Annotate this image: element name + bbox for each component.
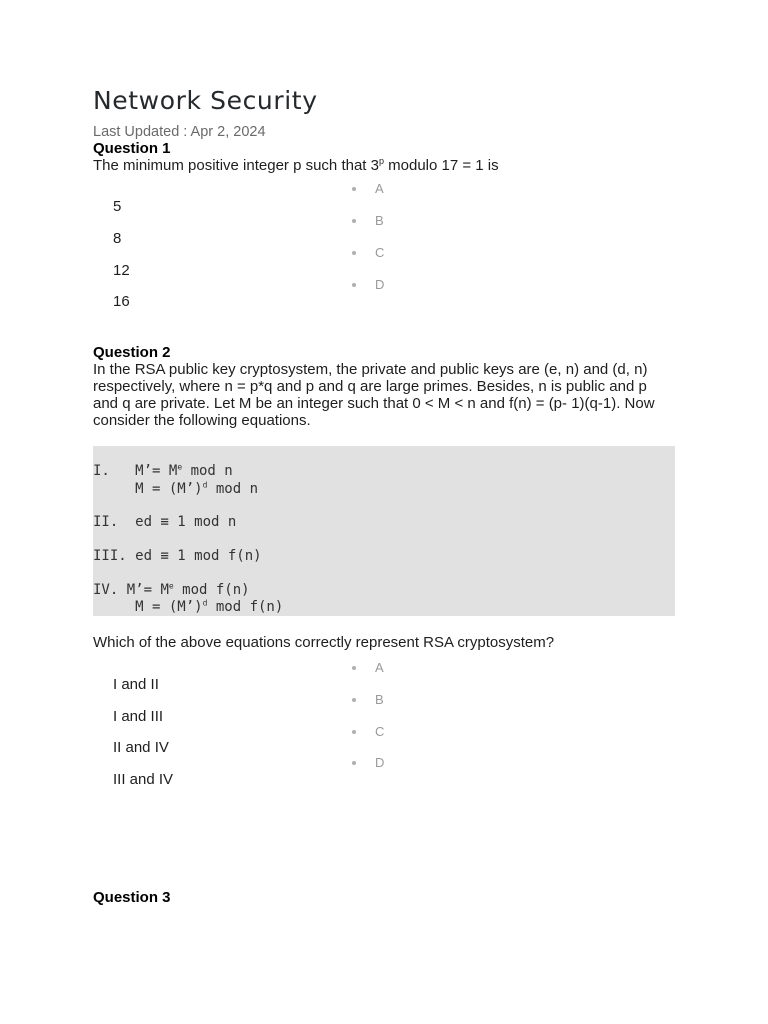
question-1-choice-a[interactable]: A (352, 181, 384, 196)
question-2-option-b[interactable]: I and III (113, 708, 164, 725)
bullet-icon (352, 698, 356, 702)
question-2-text: In the RSA public key cryptosystem, the private and public keys are (e, n) and (d, n) respectively, where n = p*q and p and q are large primes. Besides, n is public and p and q are private. Let M be an integer such that 0 < M < n and f(n) = (p- 1)(q-1). Now consider the following equations. (93, 361, 655, 429)
equation-i-line-1: I. M’= $M^e$ mod n (93, 462, 233, 479)
bullet-icon (352, 666, 356, 670)
question-1-option-b[interactable]: 8 (113, 230, 122, 247)
question-1-choice-b[interactable]: B (352, 213, 384, 228)
equation-iii: III. ed ≡ 1 mod f(n) (93, 548, 262, 564)
question-2-choice-b[interactable]: B (352, 692, 384, 707)
question-1-option-d[interactable]: 16 (113, 293, 130, 310)
question-1-choice-c[interactable]: C (352, 245, 384, 260)
bullet-icon (352, 187, 356, 191)
question-2-option-c[interactable]: II and IV (113, 739, 169, 756)
last-updated-text: Last Updated : Apr 2, 2024 (93, 124, 266, 140)
page-title: Network Security (93, 86, 318, 115)
question-2-choice-a[interactable]: A (352, 660, 384, 675)
equation-i-line-2: M = (M’)$^d$ mod n (135, 480, 258, 497)
question-1-choice-d[interactable]: D (352, 277, 384, 292)
question-2-option-a[interactable]: I and II (113, 676, 159, 693)
equation-ii: II. ed ≡ 1 mod n (93, 514, 237, 530)
bullet-icon (352, 283, 356, 287)
bullet-icon (352, 730, 356, 734)
question-2-prompt: Which of the above equations correctly represent RSA cryptosystem? (93, 634, 555, 651)
question-1-option-a[interactable]: 5 (113, 198, 122, 215)
equation-iv-line-2: M = (M’)$^d$ mod f(n) (135, 598, 284, 615)
equation-iv-line-1: IV. M’= $M^e$ mod f(n) (93, 581, 250, 598)
question-1-text: The minimum positive integer p such that 3$^p$ modulo 17 = 1 is (93, 156, 499, 174)
question-2-heading: Question 2 (93, 344, 171, 361)
question-2-option-d[interactable]: III and IV (113, 771, 174, 788)
bullet-icon (352, 219, 356, 223)
question-1-option-c[interactable]: 12 (113, 262, 130, 279)
bullet-icon (352, 251, 356, 255)
question-2-choice-c[interactable]: C (352, 724, 384, 739)
question-3-heading: Question 3 (93, 889, 171, 906)
bullet-icon (352, 761, 356, 765)
question-2-choice-d[interactable]: D (352, 755, 384, 770)
question-1-heading: Question 1 (93, 140, 171, 157)
